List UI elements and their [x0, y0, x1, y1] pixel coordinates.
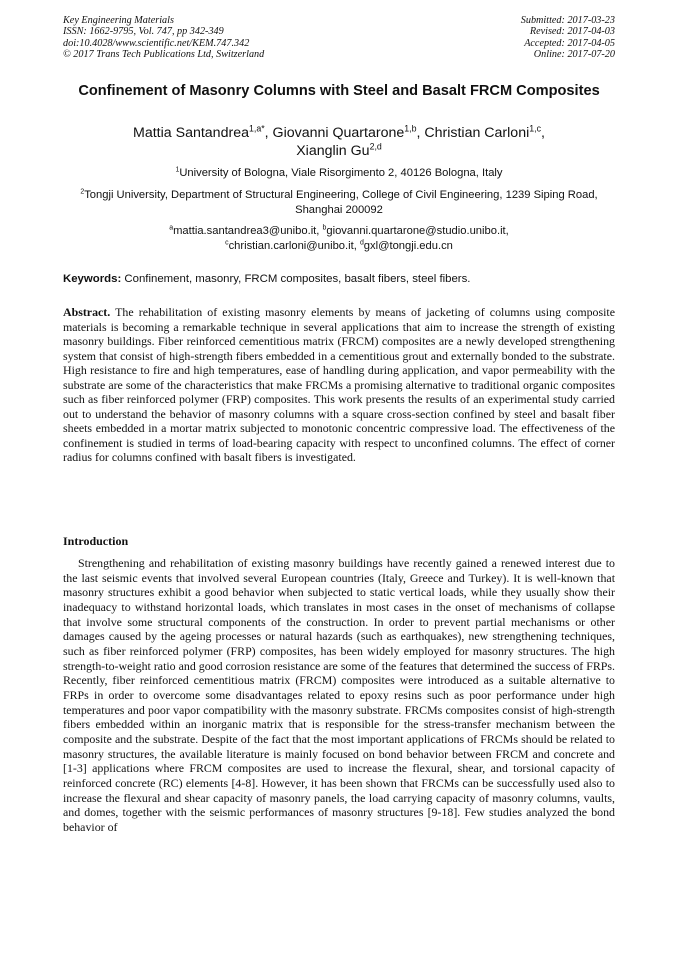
publication-dates: [521, 15, 615, 60]
author-list: [63, 124, 615, 160]
email-link[interactable]: gxl@tongji.edu.cn: [363, 240, 453, 252]
email-mark: c: [225, 239, 229, 247]
revised-date: Revised: 2017-04-03: [529, 26, 615, 38]
abstract-label: Abstract.: [63, 305, 111, 319]
author-name: Mattia Santandrea: [133, 125, 249, 141]
introduction-paragraph: Strengthening and rehabilitation of existing masonry buildings have recently gained a renewed interest due to the last seismic events that involved several European countries (Italy, Greece and Turkey). It is well-known that masonry structures exhibit a good behavior when subjected to static vertical loads, while they usually show their inadequacy to withstand horizontal loads, which translates in most cases in the onset of mechanisms of collapse that involve some structural components of the construction. In order to prevent partial mechanisms or other damages caused by the ageing processes or natural hazards (such as earthquakes), new strengthening techniques, such as fiber reinforced polymer (FRP) composites, has been widely employed for masonry structures. The high strength-to-weight ratio and good corrosion resistance are some of the features that determined the success of FRPs. Recently, fiber reinforced cementitious matrix (FRCM) composites were introduced as a suitable alternative to FRPs in order to overcome some disadvantages related to epoxy resins such as poor performance under high temperatures and poor vapor compatibility with the masonry substrate. FRCMs composites consist of high-strength fibers embedded within an inorganic matrix that is responsible for the stress-transfer mechanism between the composite and the substrate. Despite of the fact that the most important applications of FRCMs should be related to masonry structures, the available literature is mainly focused on bond behavior between FRCM and concrete and [1-3] applications where FRCM composites are used to increase the flexural, shear, and torsional capacity of reinforced concrete (RC) elements [4-8]. However, it has been shown that FRCMs can be successfully used also to increase the flexural and shear capacity of masonry panels, the load carrying capacity of masonry columns, vaults, and domes, together with the seismic performances of masonry structures [9-18]. Few studies analyzed the bond behavior of: [63, 556, 615, 834]
paper-title: Confinement of Masonry Columns with Steel and Basalt FRCM Composites: [78, 83, 600, 99]
author-emails: [63, 224, 615, 254]
affiliation-mark: 2: [80, 188, 85, 196]
author-affiliation-mark: 1,c: [529, 123, 541, 134]
abstract-text: The rehabilitation of existing masonry elements by means of jacketing of columns using composite materials is becoming a remarkable technique in several applications that aim to increase the strength of existing masonry buildings. Fiber reinforced cementitious matrix (FRCM) composites are a newly developed strengthening system that consist of high-strength fibers embedded in a cementitious grout and externally bonded to the substrate. High resistance to fire and high temperatures, ease of handling during application, and vapor permeability with the substrate are some of the characteristics that make FRCMs a promising alternative to traditional organic composites such as fiber reinforced polymer (FRP) composites. This work presents the results of an experimental study carried out to understand the behavior of masonry columns with a square cross-section confined by steel and basalt fiber sheets embedded in a mortar matrix subjected to monotonic concentric compressive load. The effectiveness of the confinement is studied in terms of load-bearing capacity with respect to unconfined columns. The effect of corner radius for columns confined with basalt fibers is investigated.: [63, 305, 615, 465]
author-affiliation-mark: 2,d: [369, 141, 382, 152]
affiliation-text: University of Bologna, Viale Risorgimento 2, 40126 Bologna, Italy: [179, 167, 503, 179]
author-name: Xianglin Gu: [296, 143, 370, 159]
author-separator: ,: [541, 125, 545, 141]
author-affiliation-mark: 1,b: [404, 123, 417, 134]
copyright-line: © 2017 Trans Tech Publications Ltd, Switzerland: [63, 48, 265, 60]
section-heading-introduction: Introduction: [63, 534, 129, 548]
affiliation-mark: 1: [175, 166, 180, 174]
accepted-date: Accepted: 2017-04-05: [524, 37, 615, 49]
online-date: Online: 2017-07-20: [533, 48, 615, 60]
email-link[interactable]: mattia.santandrea3@unibo.it,: [173, 225, 323, 237]
author-name: Christian Carloni: [424, 125, 530, 141]
submitted-date: Submitted: 2017-03-23: [520, 15, 615, 26]
affiliation-text: Tongji University, Department of Structural Engineering, College of Civil Engineering, 1239 Siping Road, Shanghai 200092: [84, 189, 598, 216]
email-mark: b: [322, 224, 327, 232]
doi-line: doi:10.4028/www.scientific.net/KEM.747.342: [63, 37, 250, 49]
journal-name: Key Engineering Materials: [63, 15, 174, 26]
keywords-label: Keywords:: [63, 273, 122, 285]
issn-line: ISSN: 1662-9795, Vol. 747, pp 342-349: [63, 26, 224, 38]
affiliation-2: [63, 188, 615, 218]
author-affiliation-mark: 1,a*: [248, 123, 265, 134]
keywords-text: Confinement, masonry, FRCM composites, basalt fibers, steel fibers.: [121, 273, 471, 285]
keywords: [63, 272, 615, 287]
email-mark: d: [359, 239, 364, 247]
author-separator: ,: [416, 125, 425, 141]
email-link[interactable]: giovanni.quartarone@studio.unibo.it,: [326, 225, 509, 237]
abstract: [63, 305, 615, 465]
author-name: Giovanni Quartarone: [272, 125, 405, 141]
affiliation-1: [63, 166, 615, 181]
author-separator: ,: [264, 125, 273, 141]
journal-info: [63, 15, 264, 60]
email-mark: a: [169, 224, 174, 232]
email-link[interactable]: christian.carloni@unibo.it,: [228, 240, 360, 252]
